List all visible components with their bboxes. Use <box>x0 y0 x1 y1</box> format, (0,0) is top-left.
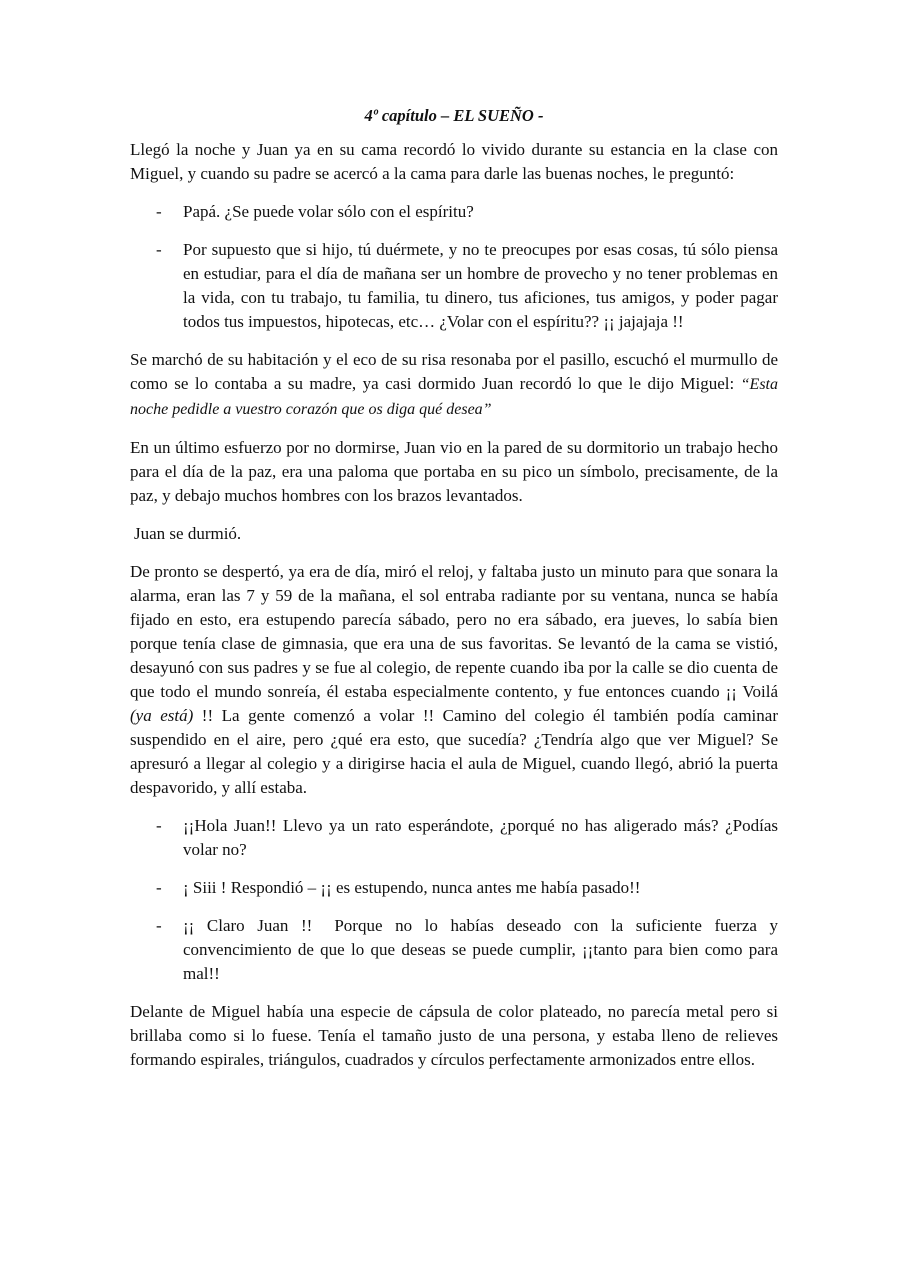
dialogue-text: Por supuesto que si hijo, tú duérmete, y no te preocupes por esas cosas, tú sólo piensa en estudiar, para el día de mañana ser un hombre de provecho y no tener problemas en la vida, con tu trabajo, tu familia, tu dinero, tus aficiones, tus amigos, y poder pagar todos tus impuestos, hipotecas, etc… ¿Volar con el espíritu?? ¡¡ jajajaja !! <box>183 240 778 331</box>
dialogue-text: ¡ Siii ! Respondió – ¡¡ es estupendo, nunca antes me había pasado!! <box>183 878 641 897</box>
dialogue-text-before: ¡¡ Claro Juan !! <box>183 916 313 935</box>
paragraph-text: Se marchó de su habitación y el eco de su risa resonaba por el pasillo, escuchó el murmullo de como se lo contaba a su madre, ya casi dormido Juan recordó lo que le dijo Miguel: <box>130 350 778 393</box>
paragraph-text-after: !! La gente comenzó a volar !! Camino del colegio él también podía caminar suspendido en el aire, pero ¿qué era esto, que sucedía? ¿Tendría algo que ver Miguel? Se apresuró a llegar al colegio y a dirigirse hacia el aula de Miguel, cuando llegó, abrió la puerta despavorido, y allí estaba. <box>130 706 778 797</box>
paragraph-2 <box>130 348 778 422</box>
paragraph-text-before: De pronto se despertó, ya era de día, miró el reloj, y faltaba justo un minuto para que sonara la alarma, eran las 7 y 59 de la mañana, el sol entraba radiante por su ventana, nunca se había fijado en esto, era estupendo parecía sábado, pero no era sábado, era jueves, lo sabía bien porque tenía clase de gimnasia, que era una de sus favoritas. Se levantó de la cama se vistió, desayunó con sus padres y se fue al colegio, de repente cuando iba por la calle se dio cuenta de que todo el mundo sonreía, él estaba especialmente contento, y fue entonces cuando ¡¡ Voilá <box>130 562 778 701</box>
paragraph-1: Llegó la noche y Juan ya en su cama recordó lo vivido durante su estancia en la clase con Miguel, y cuando su padre se acercó a la cama para darle las buenas noches, le preguntó: <box>130 140 778 183</box>
dialogue-item <box>130 814 778 862</box>
dash-bullet: - <box>156 816 162 835</box>
dialogue-item <box>130 200 778 224</box>
dialogue-list-1 <box>130 200 778 334</box>
dash-bullet: - <box>156 202 162 221</box>
dialogue-text: Papá. ¿Se puede volar sólo con el espíritu? <box>183 202 474 221</box>
chapter-title: 4º capítulo – EL SUEÑO - <box>364 106 544 125</box>
dash-bullet: - <box>156 878 162 897</box>
italic-aside: (ya está) <box>130 706 194 725</box>
dialogue-text-after: Porque no lo habías deseado con la suficiente fuerza y convencimiento de que lo que deseas se puede cumplir, ¡¡tanto para bien como para mal!! <box>183 916 778 983</box>
paragraph-6: Delante de Miguel había una especie de cápsula de color plateado, no parecía metal pero si brillaba como si lo fuese. Tenía el tamaño justo de una persona, y estaba lleno de relieves formando espirales, triángulos, cuadrados y círculos perfectamente armonizados entre ellos. <box>130 1002 778 1069</box>
paragraph-3: En un último esfuerzo por no dormirse, Juan vio en la pared de su dormitorio un trabajo hecho para el día de la paz, era una paloma que portaba en su pico un símbolo, precisamente, de la paz, y debajo muchos hombres con los brazos levantados. <box>130 438 778 505</box>
dash-bullet: - <box>156 240 162 259</box>
paragraph-5 <box>130 560 778 800</box>
dash-bullet: - <box>156 916 162 935</box>
dialogue-text: ¡¡Hola Juan!! Llevo ya un rato esperándote, ¿porqué no has aligerado más? ¿Podías volar no? <box>183 816 778 859</box>
paragraph-4: Juan se durmió. <box>134 524 242 543</box>
dialogue-item <box>130 238 778 334</box>
document-page <box>130 104 778 1086</box>
dialogue-item <box>130 914 778 986</box>
miguel-quote: “Esta noche pedidle a vuestro corazón que os diga qué desea” <box>130 376 778 418</box>
dialogue-item <box>130 876 778 900</box>
dialogue-list-2 <box>130 814 778 986</box>
